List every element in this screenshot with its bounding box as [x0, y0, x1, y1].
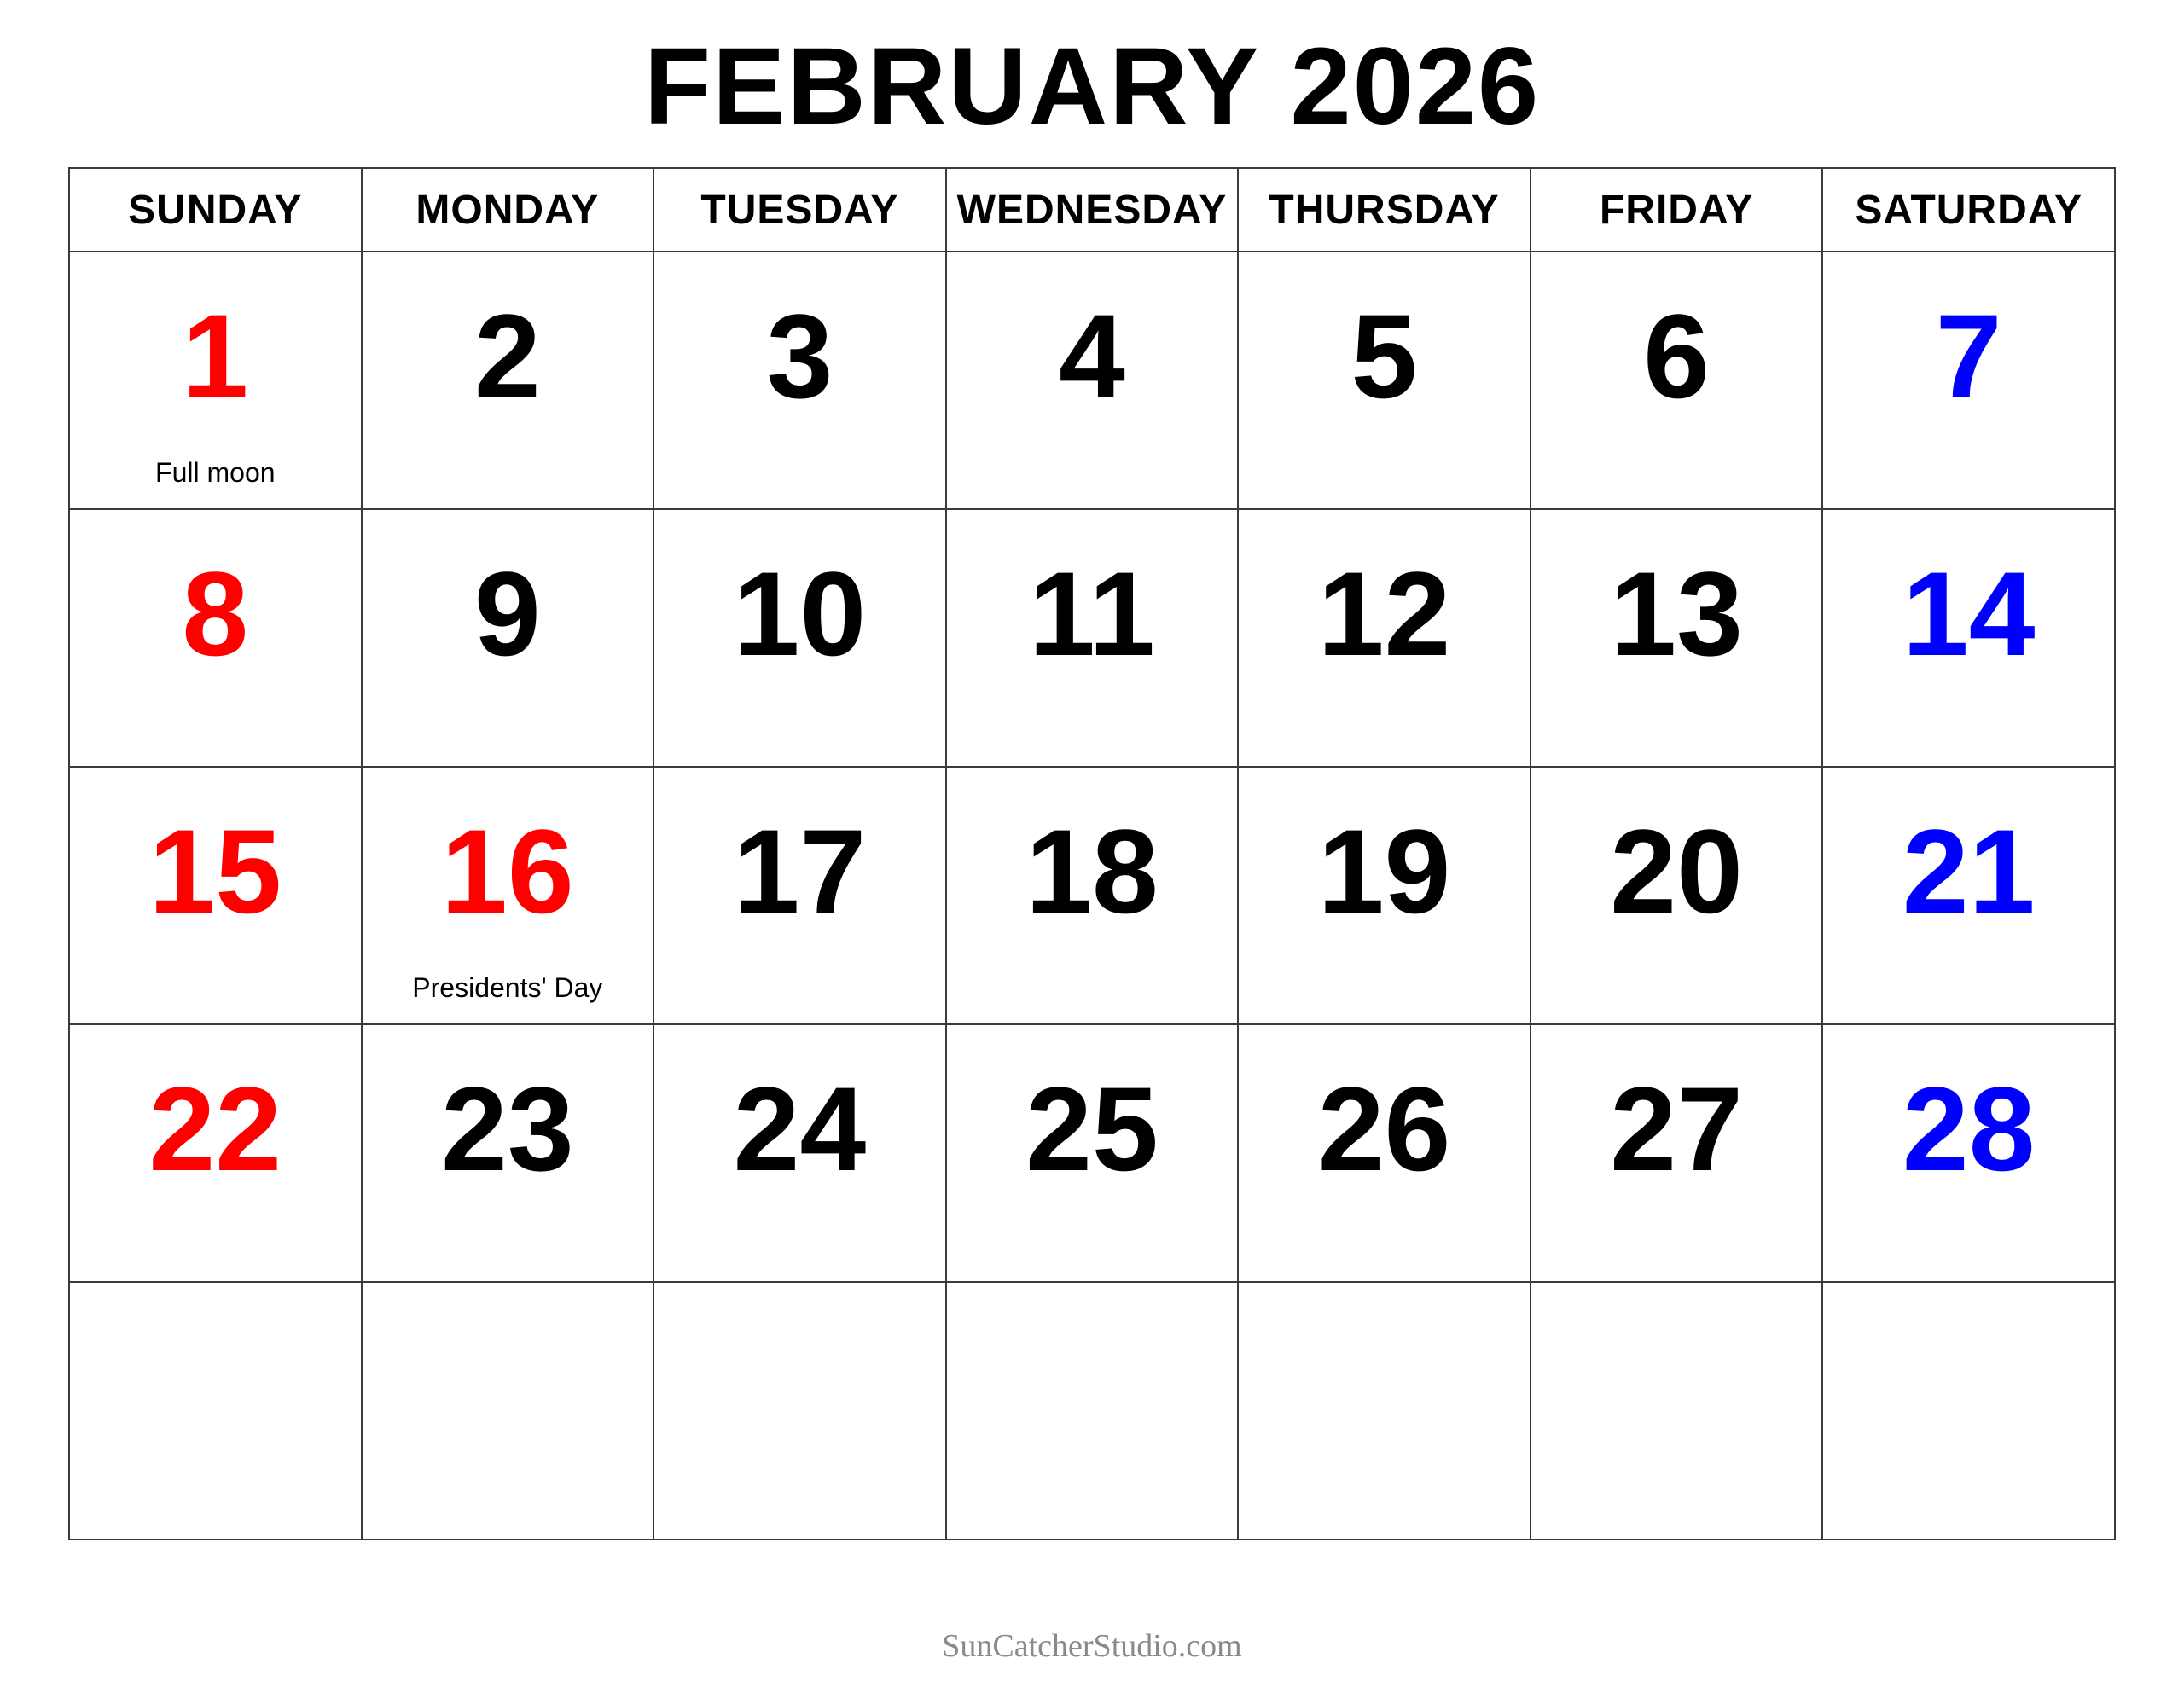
calendar-day-cell[interactable] [653, 252, 946, 509]
calendar-day-cell[interactable] [946, 509, 1239, 767]
calendar-day-cell[interactable] [653, 509, 946, 767]
footer-credit: SunCatcherStudio.com [942, 1628, 1242, 1664]
calendar-day-cell[interactable] [69, 767, 362, 1024]
weekday-header-friday: FRIDAY [1531, 168, 1823, 252]
calendar-day-cell[interactable] [1238, 252, 1531, 509]
day-number: 10 [733, 547, 867, 681]
weekday-header-wednesday: WEDNESDAY [946, 168, 1239, 252]
day-number: 16 [440, 804, 574, 938]
calendar-day-cell[interactable] [946, 1024, 1239, 1282]
calendar-day-cell[interactable] [1531, 1024, 1823, 1282]
calendar-day-cell[interactable] [1531, 509, 1823, 767]
weekday-header-saturday: SATURDAY [1822, 168, 2115, 252]
day-number: 25 [1025, 1062, 1159, 1196]
day-number [1823, 1283, 2114, 1327]
weekday-header-monday: MONDAY [362, 168, 654, 252]
calendar-day-cell[interactable] [1238, 509, 1531, 767]
day-number: 6 [1643, 289, 1711, 423]
day-event-label: Full moon [155, 457, 276, 488]
day-number: 19 [1317, 804, 1451, 938]
weekday-header-row [69, 168, 2115, 252]
calendar-day-cell[interactable] [1531, 252, 1823, 509]
day-number [70, 1283, 361, 1327]
day-number: 11 [1028, 547, 1155, 681]
calendar-day-cell[interactable] [362, 767, 654, 1024]
day-number: 13 [1610, 547, 1743, 681]
day-number [1239, 1283, 1530, 1327]
day-number: 24 [733, 1062, 867, 1196]
day-number: 18 [1025, 804, 1159, 938]
calendar-day-cell[interactable] [946, 767, 1239, 1024]
day-number: 28 [1902, 1062, 2036, 1196]
day-number: 3 [766, 289, 834, 423]
calendar-day-cell[interactable] [1531, 767, 1823, 1024]
day-number [654, 1283, 945, 1327]
calendar-day-cell[interactable] [1822, 767, 2115, 1024]
day-number: 26 [1317, 1062, 1451, 1196]
calendar-day-cell[interactable] [946, 252, 1239, 509]
day-number: 14 [1902, 547, 2036, 681]
day-number: 9 [473, 547, 541, 681]
day-event-label: Presidents' Day [412, 972, 603, 1003]
calendar-week-row [69, 509, 2115, 767]
calendar-day-cell[interactable] [1822, 1024, 2115, 1282]
day-number: 5 [1350, 289, 1418, 423]
weekday-header-thursday: THURSDAY [1238, 168, 1531, 252]
day-number: 8 [182, 547, 249, 681]
calendar-day-cell[interactable] [1822, 509, 2115, 767]
calendar-day-cell[interactable] [362, 252, 654, 509]
day-number: 12 [1317, 547, 1451, 681]
day-number [947, 1283, 1238, 1327]
calendar-day-cell[interactable] [69, 509, 362, 767]
calendar-day-cell[interactable] [69, 252, 362, 509]
calendar-day-cell[interactable] [362, 509, 654, 767]
calendar-day-cell[interactable] [1822, 252, 2115, 509]
day-number [363, 1283, 653, 1327]
calendar-empty-cell [653, 1282, 946, 1539]
weekday-header-sunday: SUNDAY [69, 168, 362, 252]
calendar-empty-cell [362, 1282, 654, 1539]
day-number: 7 [1935, 289, 2002, 423]
weekday-header-tuesday: TUESDAY [653, 168, 946, 252]
calendar-body [69, 252, 2115, 1539]
calendar-empty-cell [1531, 1282, 1823, 1539]
calendar-day-cell[interactable] [69, 1024, 362, 1282]
day-number: 20 [1610, 804, 1743, 938]
day-number: 27 [1610, 1062, 1743, 1196]
calendar-day-cell[interactable] [1238, 1024, 1531, 1282]
day-number: 15 [148, 804, 282, 938]
calendar-grid [68, 167, 2116, 1540]
day-number: 22 [148, 1062, 282, 1196]
calendar-week-row [69, 767, 2115, 1024]
day-number: 21 [1902, 804, 2036, 938]
page-title: FEBRUARY 2026 [643, 26, 1541, 148]
day-number: 2 [473, 289, 541, 423]
calendar-day-cell[interactable] [1238, 767, 1531, 1024]
calendar-week-row [69, 1282, 2115, 1539]
calendar-empty-cell [946, 1282, 1239, 1539]
day-number: 17 [733, 804, 867, 938]
calendar-empty-cell [1238, 1282, 1531, 1539]
calendar-week-row [69, 1024, 2115, 1282]
calendar-day-cell[interactable] [653, 767, 946, 1024]
calendar-week-row [69, 252, 2115, 509]
calendar-empty-cell [1822, 1282, 2115, 1539]
calendar-empty-cell [69, 1282, 362, 1539]
day-number: 1 [182, 289, 249, 423]
day-number: 23 [440, 1062, 574, 1196]
day-number [1531, 1283, 1822, 1327]
calendar-day-cell[interactable] [653, 1024, 946, 1282]
calendar-day-cell[interactable] [362, 1024, 654, 1282]
day-number: 4 [1059, 289, 1125, 423]
